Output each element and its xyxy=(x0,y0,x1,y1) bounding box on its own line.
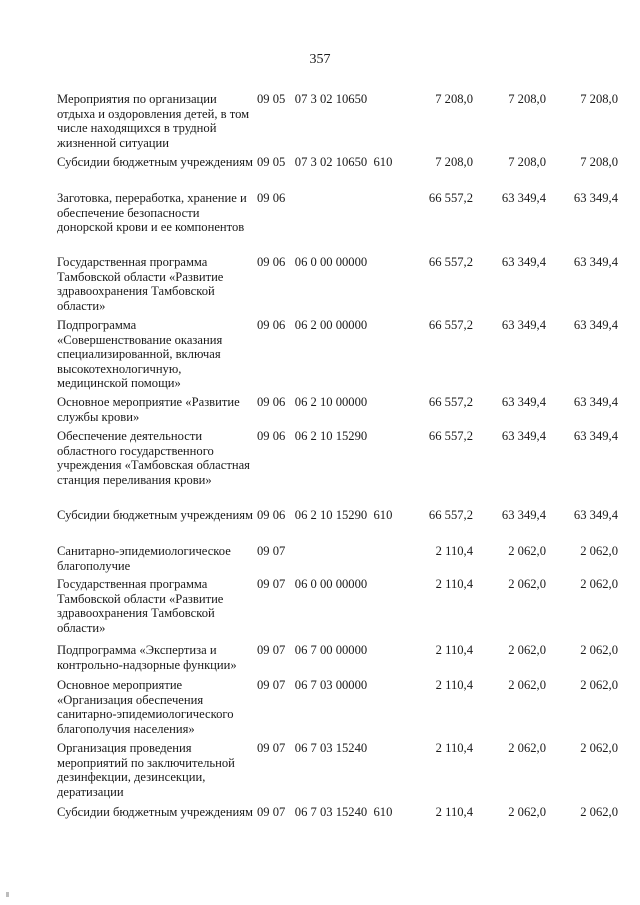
row-code: 09 07 06 7 03 15240 xyxy=(257,741,368,755)
row-value-3: 2 062,0 xyxy=(580,741,618,755)
scan-mark xyxy=(6,892,9,897)
row-value-1: 66 557,2 xyxy=(428,508,473,522)
row-value-3: 63 349,4 xyxy=(573,508,618,522)
row-value-3: 63 349,4 xyxy=(573,191,618,205)
row-value-1: 2 110,4 xyxy=(435,805,473,819)
row-value-2: 63 349,4 xyxy=(501,191,546,205)
row-value-1: 2 110,4 xyxy=(435,577,473,591)
row-value-1: 66 557,2 xyxy=(428,191,473,205)
row-value-2: 63 349,4 xyxy=(501,508,546,522)
row-value-2: 7 208,0 xyxy=(508,92,546,106)
row-value-2: 63 349,4 xyxy=(501,318,546,332)
row-value-3: 2 062,0 xyxy=(580,678,618,692)
row-name: Мероприятия по организации отдыха и оздоровления детей, в том числе находящихся в трудной жизненной ситуации xyxy=(57,92,250,150)
row-name: Заготовка, переработка, хранение и обеспечение безопасности донорской крови и ее компонентов xyxy=(57,191,247,235)
row-value-3: 63 349,4 xyxy=(573,395,618,409)
row-code: 09 07 06 7 03 00000 xyxy=(257,678,368,692)
row-code: 09 06 06 2 10 15290 xyxy=(257,429,368,443)
row-value-2: 2 062,0 xyxy=(508,805,546,819)
row-value-3: 7 208,0 xyxy=(580,92,618,106)
row-value-1: 2 110,4 xyxy=(435,643,473,657)
row-name: Государственная программа Тамбовской области «Развитие здравоохранения Тамбовской области» xyxy=(57,255,224,313)
row-value-2: 63 349,4 xyxy=(501,255,546,269)
row-name: Основное мероприятие «Развитие службы крови» xyxy=(57,395,240,424)
row-value-1: 7 208,0 xyxy=(435,155,473,169)
row-code: 09 07 06 0 00 00000 xyxy=(257,577,368,591)
row-code: 09 07 xyxy=(257,544,286,558)
row-value-3: 63 349,4 xyxy=(573,318,618,332)
row-value-2: 63 349,4 xyxy=(501,429,546,443)
row-value-1: 7 208,0 xyxy=(435,92,473,106)
row-name: Санитарно-эпидемиологическое благополучие xyxy=(57,544,231,573)
row-name: Субсидии бюджетным учреждениям xyxy=(57,155,253,169)
row-value-3: 63 349,4 xyxy=(573,429,618,443)
row-value-3: 7 208,0 xyxy=(580,155,618,169)
row-code: 09 07 06 7 03 15240 610 xyxy=(257,805,393,819)
row-value-2: 2 062,0 xyxy=(508,643,546,657)
row-value-3: 2 062,0 xyxy=(580,544,618,558)
row-value-1: 2 110,4 xyxy=(435,678,473,692)
row-value-2: 63 349,4 xyxy=(501,395,546,409)
row-name: Подпрограмма «Экспертиза и контрольно-надзорные функции» xyxy=(57,643,237,672)
row-value-2: 2 062,0 xyxy=(508,678,546,692)
row-code: 09 05 07 3 02 10650 xyxy=(257,92,368,106)
row-name: Государственная программа Тамбовской области «Развитие здравоохранения Тамбовской области» xyxy=(57,577,224,635)
row-code: 09 07 06 7 00 00000 xyxy=(257,643,368,657)
row-value-2: 2 062,0 xyxy=(508,741,546,755)
row-code: 09 06 xyxy=(257,191,286,205)
page-number: 357 xyxy=(309,52,331,67)
row-value-1: 66 557,2 xyxy=(428,318,473,332)
row-name: Субсидии бюджетным учреждениям xyxy=(57,805,253,819)
row-value-3: 63 349,4 xyxy=(573,255,618,269)
row-value-1: 66 557,2 xyxy=(428,395,473,409)
row-value-1: 66 557,2 xyxy=(428,255,473,269)
row-value-3: 2 062,0 xyxy=(580,643,618,657)
row-code: 09 06 06 2 00 00000 xyxy=(257,318,368,332)
row-value-2: 7 208,0 xyxy=(508,155,546,169)
row-value-2: 2 062,0 xyxy=(508,577,546,591)
row-code: 09 06 06 0 00 00000 xyxy=(257,255,368,269)
row-value-1: 66 557,2 xyxy=(428,429,473,443)
row-code: 09 06 06 2 10 15290 610 xyxy=(257,508,393,522)
row-name: Основное мероприятие «Организация обеспечения санитарно-эпидемиологического благополучия населения» xyxy=(57,678,234,736)
row-name: Организация проведения мероприятий по заключительной дезинфекции, дезинсекции, дератизации xyxy=(57,741,235,799)
row-code: 09 06 06 2 10 00000 xyxy=(257,395,368,409)
row-name: Подпрограмма «Совершенствование оказания специализированной, включая высокотехнологичную, медицинской помощи» xyxy=(57,318,223,391)
row-value-3: 2 062,0 xyxy=(580,805,618,819)
row-value-3: 2 062,0 xyxy=(580,577,618,591)
row-value-2: 2 062,0 xyxy=(508,544,546,558)
row-value-1: 2 110,4 xyxy=(435,544,473,558)
row-value-1: 2 110,4 xyxy=(435,741,473,755)
row-code: 09 05 07 3 02 10650 610 xyxy=(257,155,393,169)
row-name: Обеспечение деятельности областного государственного учреждения «Тамбовская областная станция переливания крови» xyxy=(57,429,250,487)
row-name: Субсидии бюджетным учреждениям xyxy=(57,508,253,522)
